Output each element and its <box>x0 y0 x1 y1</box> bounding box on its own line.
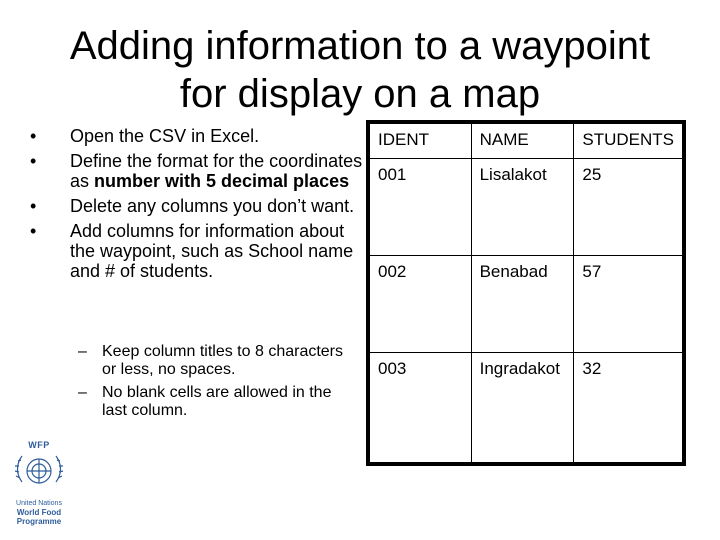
title-line-1: Adding information to a waypoint <box>69 24 651 68</box>
un-emblem-icon <box>8 450 70 494</box>
table-row <box>370 256 683 353</box>
logo-line-2: World Food <box>16 508 62 517</box>
table-header-row <box>370 124 683 159</box>
bullet-item <box>24 126 364 146</box>
bullet-text: Add columns for information about the waypoint, such as School name and # of students. <box>70 221 354 281</box>
table-cell: Benabad <box>471 256 574 353</box>
bullet-item <box>24 221 364 281</box>
header-cell-students: STUDENTS <box>574 124 683 159</box>
bullet-item <box>24 196 364 216</box>
sub-bullet-item: – No blank cells are allowed in the last column. <box>78 384 348 420</box>
bullet-bold-text: number with 5 decimal places <box>94 171 350 191</box>
table-cell: 57 <box>574 256 683 353</box>
sub-bullet-item: – Keep column titles to 8 characters or less, no spaces. <box>78 343 348 379</box>
header-cell-ident: IDENT <box>370 124 472 159</box>
logo-line-1: United Nations <box>16 500 62 507</box>
table-cell: Ingradakot <box>471 353 574 463</box>
title-line-2: for display on a map <box>179 72 541 116</box>
table-row <box>370 353 683 463</box>
table-cell: 002 <box>370 256 472 353</box>
logo-acronym: WFP <box>28 440 50 450</box>
bullet-text: Open the CSV in Excel. <box>70 126 260 146</box>
bullet-list <box>24 126 364 286</box>
table-cell: 003 <box>370 353 472 463</box>
header-cell-name: NAME <box>471 124 574 159</box>
bullet-text: Define the format for the coordinates as <box>70 151 363 191</box>
table-row <box>370 159 683 256</box>
slide-title <box>40 22 680 118</box>
sub-bullet-list <box>78 343 348 425</box>
table-cell: 32 <box>574 353 683 463</box>
bullet-item <box>24 151 364 191</box>
logo-line-3: Programme <box>16 517 62 526</box>
bullet-text: Delete any columns you don’t want. <box>70 196 355 216</box>
wfp-logo <box>8 440 70 532</box>
table-cell: 25 <box>574 159 683 256</box>
table-cell: 001 <box>370 159 472 256</box>
table-cell: Lisalakot <box>471 159 574 256</box>
waypoint-table <box>366 120 686 466</box>
